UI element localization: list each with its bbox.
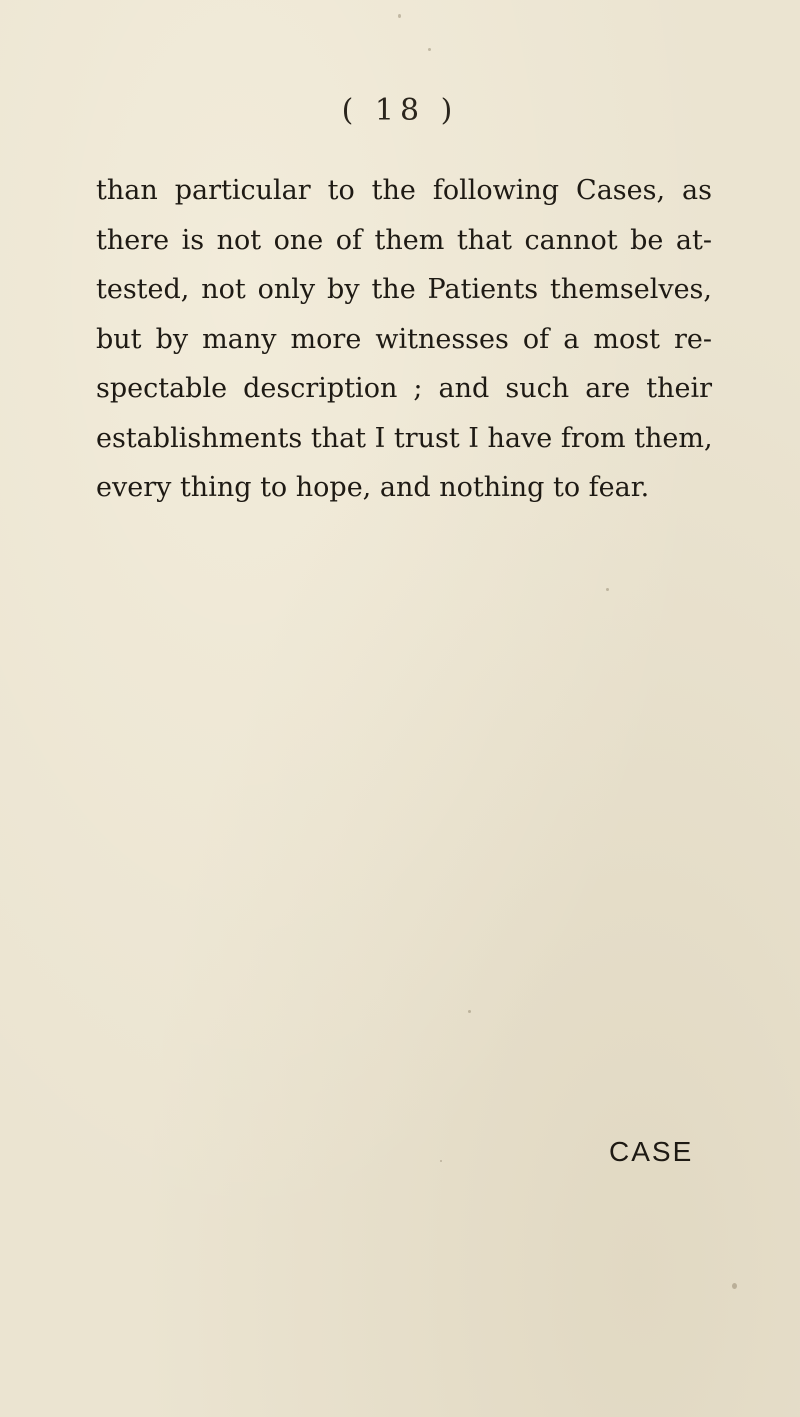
body-text: [96, 166, 712, 513]
catchword: CASE: [609, 1136, 694, 1167]
text-line: than particular to the following Cases, as: [96, 175, 712, 206]
paper-speck: [398, 14, 401, 18]
paper-speck: [440, 1160, 442, 1162]
text-line: every thing to hope, and nothing to fear.: [96, 472, 650, 503]
paper-speck: [732, 1283, 737, 1289]
text-line: but by many more witnesses of a most re-: [96, 323, 712, 355]
paper-speck: [606, 588, 609, 591]
text-line: there is not one of them that cannot be at-: [96, 224, 712, 256]
page-number: ( 18 ): [341, 93, 459, 128]
text-line: spectable description ; and such are their: [96, 373, 712, 404]
text-line: establishments that I trust I have from them,: [96, 422, 713, 454]
text-line: tested, not only by the Patients themselves,: [96, 274, 712, 305]
paper-speck: [428, 48, 431, 51]
paper-speck: [468, 1010, 471, 1013]
